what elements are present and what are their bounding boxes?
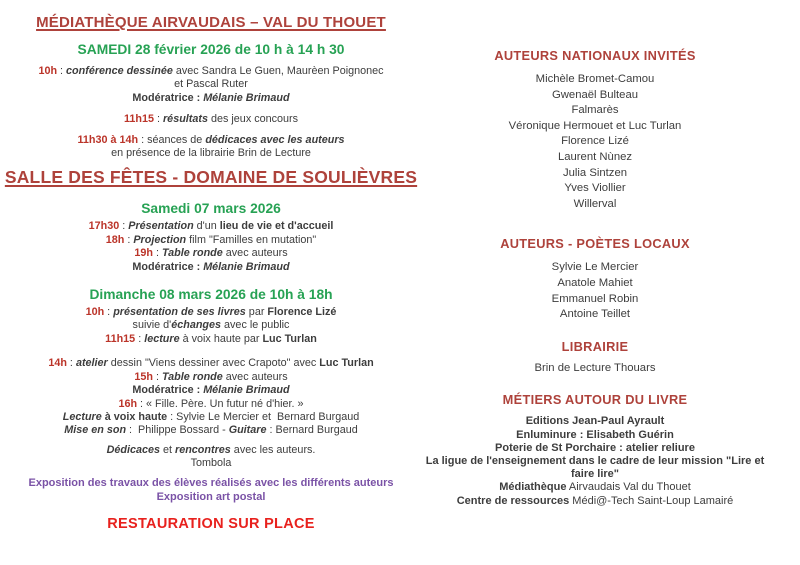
author-name <box>422 88 768 104</box>
text-segment: Anatole Mahiet <box>557 276 633 289</box>
program-line <box>0 371 422 384</box>
text-segment: Modératrice : <box>132 260 204 273</box>
program-line <box>0 306 422 319</box>
text-segment: avec les auteurs. <box>230 443 316 456</box>
librairie-heading <box>422 339 768 355</box>
text-segment: atelier <box>75 357 108 370</box>
program-line <box>0 357 422 370</box>
text-segment: en présence de la librairie Brin de Lecture <box>111 147 311 160</box>
text-segment: LIBRAIRIE <box>561 338 629 354</box>
text-segment: : <box>152 370 162 383</box>
spacer <box>422 64 768 72</box>
author-name <box>422 119 768 135</box>
text-segment: Tombola <box>190 457 232 470</box>
program-line <box>0 147 422 160</box>
text-segment: et <box>159 443 175 456</box>
text-segment: Samedi 07 mars 2026 <box>141 201 281 217</box>
text-segment: rencontres <box>175 443 231 456</box>
text-segment: Exposition art postal <box>156 490 266 503</box>
text-segment: Table ronde <box>161 247 223 260</box>
event-date-heading <box>0 39 422 61</box>
program-line <box>0 65 422 78</box>
text-segment: Editions Jean-Paul Ayrault <box>525 415 665 428</box>
text-segment: MÉDIATHÈQUE AIRVAUDAIS – VAL DU THOUET <box>36 14 386 31</box>
authors-local-heading <box>422 236 768 252</box>
text-segment: Airvaudais Val du Thouet <box>566 481 691 494</box>
text-segment: : Sylvie Le Mercier et Bernard Burgaud <box>167 410 360 423</box>
program-line <box>0 234 422 247</box>
text-segment: SALLE DES FÊTES - DOMAINE DE SOULIÈVRES <box>4 167 418 188</box>
text-segment: 14h <box>48 357 67 370</box>
text-segment: MÉTIERS AUTOUR DU LIVRE <box>502 392 688 408</box>
program-line <box>0 398 422 411</box>
text-segment: d'un <box>193 220 220 233</box>
text-segment: Modératrice : <box>132 91 204 104</box>
text-segment: Florence Lizé <box>267 306 337 319</box>
text-segment: avec auteurs <box>222 247 288 260</box>
author-name <box>422 103 768 119</box>
text-segment: Projection <box>133 233 187 246</box>
text-segment: dédicaces avec les auteurs <box>205 133 345 146</box>
text-segment: à voix haute <box>101 410 168 423</box>
program-line <box>0 134 422 147</box>
text-segment: Willerval <box>573 197 617 210</box>
exposition-line <box>0 476 422 490</box>
text-segment: échanges <box>171 319 222 332</box>
text-segment: AUTEURS NATIONAUX INVITÉS <box>494 48 696 63</box>
venue-title-salle-des-fetes <box>0 165 422 189</box>
text-segment: Antoine Teillet <box>559 308 631 321</box>
text-segment: RESTAURATION SUR PLACE <box>107 515 315 532</box>
text-segment: 18h <box>105 233 125 246</box>
text-segment: Guitare <box>228 424 267 437</box>
spacer <box>422 212 768 236</box>
restauration-heading <box>0 514 422 534</box>
text-segment: 16h <box>118 397 138 410</box>
text-segment: Luc Turlan <box>262 332 317 345</box>
text-segment: Lecture <box>62 410 102 423</box>
authors-national-heading <box>422 48 768 64</box>
text-segment: avec auteurs <box>222 370 288 383</box>
text-segment: : Bernard Burgaud <box>266 424 358 437</box>
spacer <box>0 105 422 113</box>
text-segment: film "Familles en mutation" <box>186 233 317 246</box>
author-name <box>422 197 768 213</box>
text-segment: 10h <box>85 306 105 319</box>
text-segment: Mise en son <box>64 424 127 437</box>
metiers-heading <box>422 392 768 408</box>
text-segment: : <box>119 220 129 233</box>
text-segment: Médi@-Tech Saint-Loup Lamairé <box>569 494 734 507</box>
text-segment: 11h15 <box>123 113 154 126</box>
text-segment: Présentation <box>128 220 194 233</box>
program-line <box>0 220 422 233</box>
text-segment: La ligue de l'enseignement dans le cadre de leur mission "Lire et faire lire" <box>425 454 768 481</box>
text-segment: : Philippe Bossard - <box>126 424 229 437</box>
text-segment: suivie d' <box>132 319 172 332</box>
author-name <box>422 181 768 197</box>
metier-line <box>422 442 768 455</box>
text-segment: Médiathèque <box>499 481 567 494</box>
text-segment: Dimanche 08 mars 2026 de 10h à 18h <box>89 287 333 303</box>
text-segment: résultats <box>162 113 208 126</box>
metier-line <box>422 415 768 428</box>
spacer <box>0 504 422 514</box>
author-name <box>422 134 768 150</box>
program-line <box>0 78 422 91</box>
text-segment: Mélanie Brimaud <box>203 384 290 397</box>
right-column <box>422 0 768 565</box>
author-name <box>422 307 768 323</box>
event-date-heading <box>0 284 422 306</box>
text-segment: Table ronde <box>161 370 223 383</box>
metier-line <box>422 429 768 442</box>
librairie-name <box>422 361 768 377</box>
text-segment: lieu de vie et d'accueil <box>219 220 334 233</box>
spacer <box>422 252 768 260</box>
metier-line <box>422 455 768 481</box>
text-segment: et Pascal Ruter <box>174 78 248 91</box>
text-segment: : <box>104 306 114 319</box>
text-segment: Florence Lizé <box>561 135 629 148</box>
text-segment: Poterie de St Porchaire : atelier reliure <box>495 441 695 454</box>
author-name <box>422 260 768 276</box>
text-segment: 11h30 à 14h <box>77 133 139 146</box>
text-segment: avec le public <box>221 319 290 332</box>
text-segment: à voix haute par <box>179 332 263 345</box>
program-line <box>0 113 422 126</box>
text-segment: : séances de <box>138 133 206 146</box>
text-segment: dessin "Viens dessiner avec Crapoto" avec <box>107 357 320 370</box>
venue-title-mediatheque <box>0 13 422 33</box>
text-segment: Modératrice : <box>132 384 204 397</box>
text-segment: Michèle Bromet-Camou <box>535 73 655 85</box>
program-line <box>0 319 422 332</box>
spacer <box>0 346 422 357</box>
text-segment: Centre de ressources <box>456 494 570 507</box>
metier-line <box>422 481 768 494</box>
text-segment: Brin de Lecture Thouars <box>534 361 656 374</box>
spacer <box>0 189 422 198</box>
text-segment: SAMEDI 28 février 2026 de 10 h à 14 h 30 <box>77 42 345 57</box>
text-segment: 10h <box>38 65 58 77</box>
spacer <box>0 274 422 284</box>
program-line <box>0 411 422 424</box>
text-segment: Laurent Nùnez <box>557 150 633 163</box>
text-segment: Luc Turlan <box>319 357 374 370</box>
text-segment: Dédicaces <box>106 443 160 456</box>
spacer <box>422 376 768 392</box>
text-segment: avec Sandra Le Guen, Maurèen Poignonec <box>172 65 384 77</box>
text-segment: Mélanie Brimaud <box>203 91 290 104</box>
text-segment: des jeux concours <box>208 113 299 126</box>
program-line <box>0 444 422 457</box>
metier-line <box>422 495 768 508</box>
text-segment: Sylvie Le Mercier <box>551 261 639 274</box>
text-segment: présentation de ses livres <box>113 306 246 319</box>
text-segment: 15h <box>134 370 153 383</box>
text-segment: : <box>66 357 76 370</box>
spacer <box>422 323 768 339</box>
text-segment: 17h30 <box>88 220 120 233</box>
text-segment: Falmarès <box>571 104 619 117</box>
text-segment: AUTEURS - POÈTES LOCAUX <box>500 236 690 252</box>
text-segment: Gwenaël Bulteau <box>551 88 639 101</box>
text-segment: : <box>153 113 163 126</box>
program-line <box>0 424 422 437</box>
text-segment: Yves Viollier <box>564 182 626 195</box>
author-name <box>422 292 768 308</box>
text-segment: Enluminure : Elisabeth Guérin <box>516 428 674 441</box>
text-segment: : <box>57 65 67 77</box>
text-segment: : <box>124 233 134 246</box>
text-segment: Exposition des travaux des élèves réalisés avec les différents auteurs <box>28 476 394 489</box>
text-segment: 19h <box>134 247 153 260</box>
moderator-line <box>0 261 422 274</box>
text-segment: Julia Sintzen <box>562 166 628 179</box>
text-segment: Véronique Hermouet et Luc Turlan <box>508 119 682 132</box>
author-name <box>422 276 768 292</box>
text-segment: lecture <box>144 332 180 345</box>
author-name <box>422 166 768 182</box>
program-line <box>0 333 422 346</box>
moderator-line <box>0 92 422 105</box>
text-segment: par <box>245 306 268 319</box>
exposition-line <box>0 490 422 504</box>
text-segment: conférence dessinée <box>66 65 173 77</box>
text-segment: 11h15 <box>105 332 136 345</box>
author-name <box>422 72 768 88</box>
event-date-heading <box>0 198 422 220</box>
spacer <box>422 408 768 415</box>
text-segment: Emmanuel Robin <box>551 292 639 305</box>
moderator-line <box>0 384 422 397</box>
text-segment: : <box>152 247 162 260</box>
text-segment: Mélanie Brimaud <box>203 260 290 273</box>
text-segment: : « Fille. Père. Un futur né d'hier. » <box>137 397 304 410</box>
spacer <box>0 127 422 134</box>
text-segment: : <box>135 332 145 345</box>
program-line <box>0 247 422 260</box>
program-line <box>0 457 422 470</box>
author-name <box>422 150 768 166</box>
